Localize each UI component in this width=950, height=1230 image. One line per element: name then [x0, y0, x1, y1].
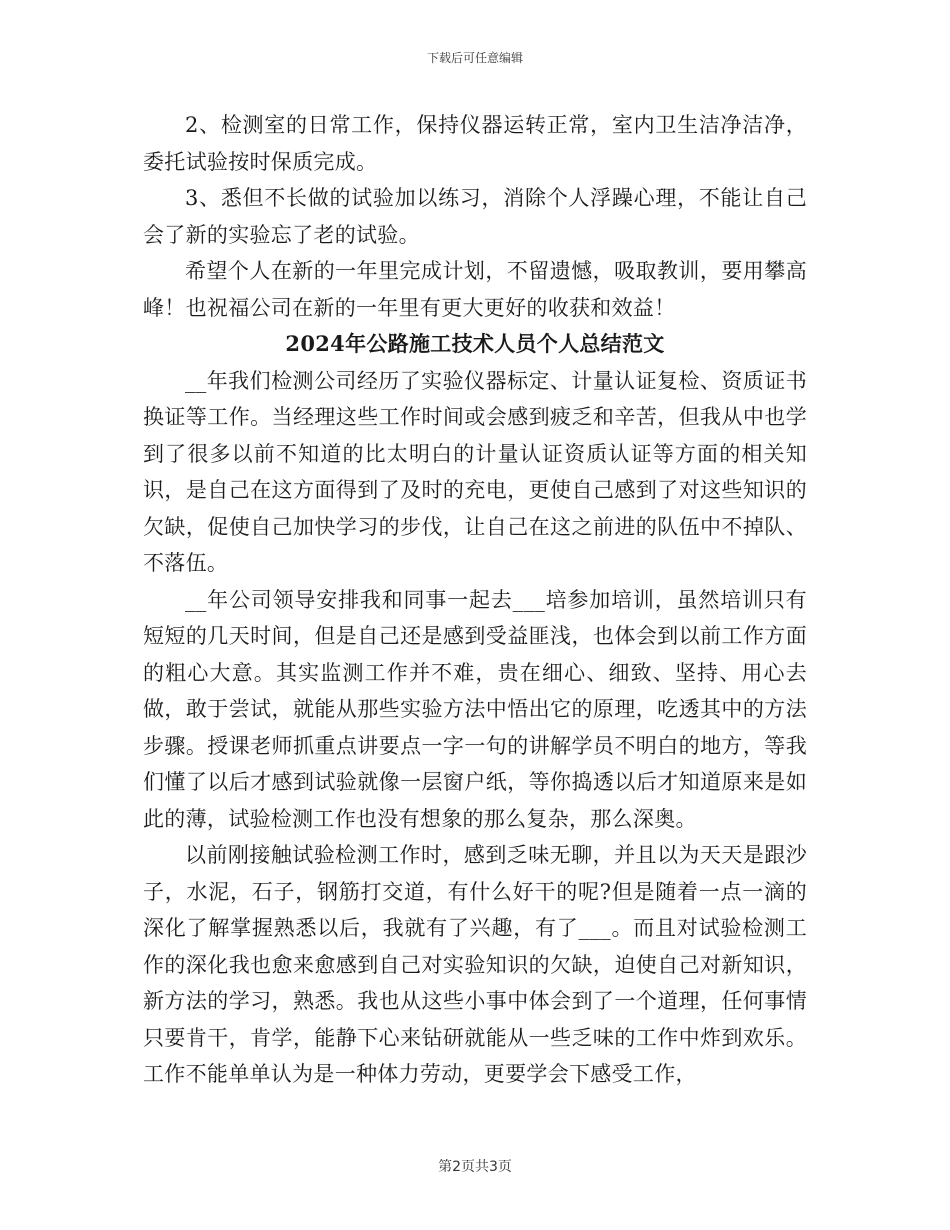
page-header: 下载后可任意编辑: [426, 51, 523, 65]
section-title: 2024年公路施工技术人员个人总结范文: [285, 331, 665, 356]
page-footer: 第2页共3页: [438, 1159, 512, 1175]
paragraph-training: __年公司领导安排我和同事一起去___培参加培训，虽然培训只有短短的几天时间，但是自己还是感到受益匪浅，也体会到以前工作方面的粗心大意。其实监测工作并不难，贵在细心、细致、坚持、用心去做，敢于尝试，就能从那些实验方法中悟出它的原理，吃透其中的方法步骤。授课老师抓重点讲要点一字一句的讲解学员不明白的地方，等我们懂了以后才感到试验就像一层窗户纸，等你捣透以后才知道原来是如此的薄，试验检测工作也没有想象的那么复杂，那么深奥。: [143, 587, 807, 831]
paragraph-work-review: __年我们检测公司经历了实验仪器标定、计量认证复检、资质证书换证等工作。当经理这些工作时间或会感到疲乏和辛苦，但我从中也学到了很多以前不知道的比太明白的计量认证资质认证等方面的相关知识，是自己在这方面得到了及时的充电，更使自己感到了对这些知识的欠缺，促使自己加快学习的步伐，让自己在这之前进的队伍中不掉队、不落伍。: [143, 368, 807, 575]
paragraph-item-2: 2、检测室的日常工作，保持仪器运转正常，室内卫生洁净洁净，委托试验按时保质完成。: [143, 113, 807, 174]
paragraph-item-3: 3、悉但不长做的试验加以练习，消除个人浮躁心理，不能让自己会了新的实验忘了老的试验。: [143, 186, 807, 247]
paragraph-closing-wish: 希望个人在新的一年里完成计划，不留遗憾，吸取教训，要用攀高峰！也祝福公司在新的一年里有更大更好的收获和效益！: [143, 259, 807, 320]
paragraph-reflection: 以前刚接触试验检测工作时，感到乏味无聊，并且以为天天是跟沙子，水泥，石子，钢筋打交道，有什么好干的呢?但是随着一点一滴的深化了解掌握熟悉以后，我就有了兴趣，有了___。而且对试验检测工作的深化我也愈来愈感到自己对实验知识的欠缺，迫使自己对新知识，新方法的学习，熟悉。我也从这些小事中体会到了一个道理，任何事情只要肯干，肯学，能静下心来钻研就能从一些乏味的工作中炸到欢乐。工作不能单单认为是一种体力劳动，更要学会下感受工作，: [143, 843, 807, 1086]
document-body: [143, 107, 807, 1093]
